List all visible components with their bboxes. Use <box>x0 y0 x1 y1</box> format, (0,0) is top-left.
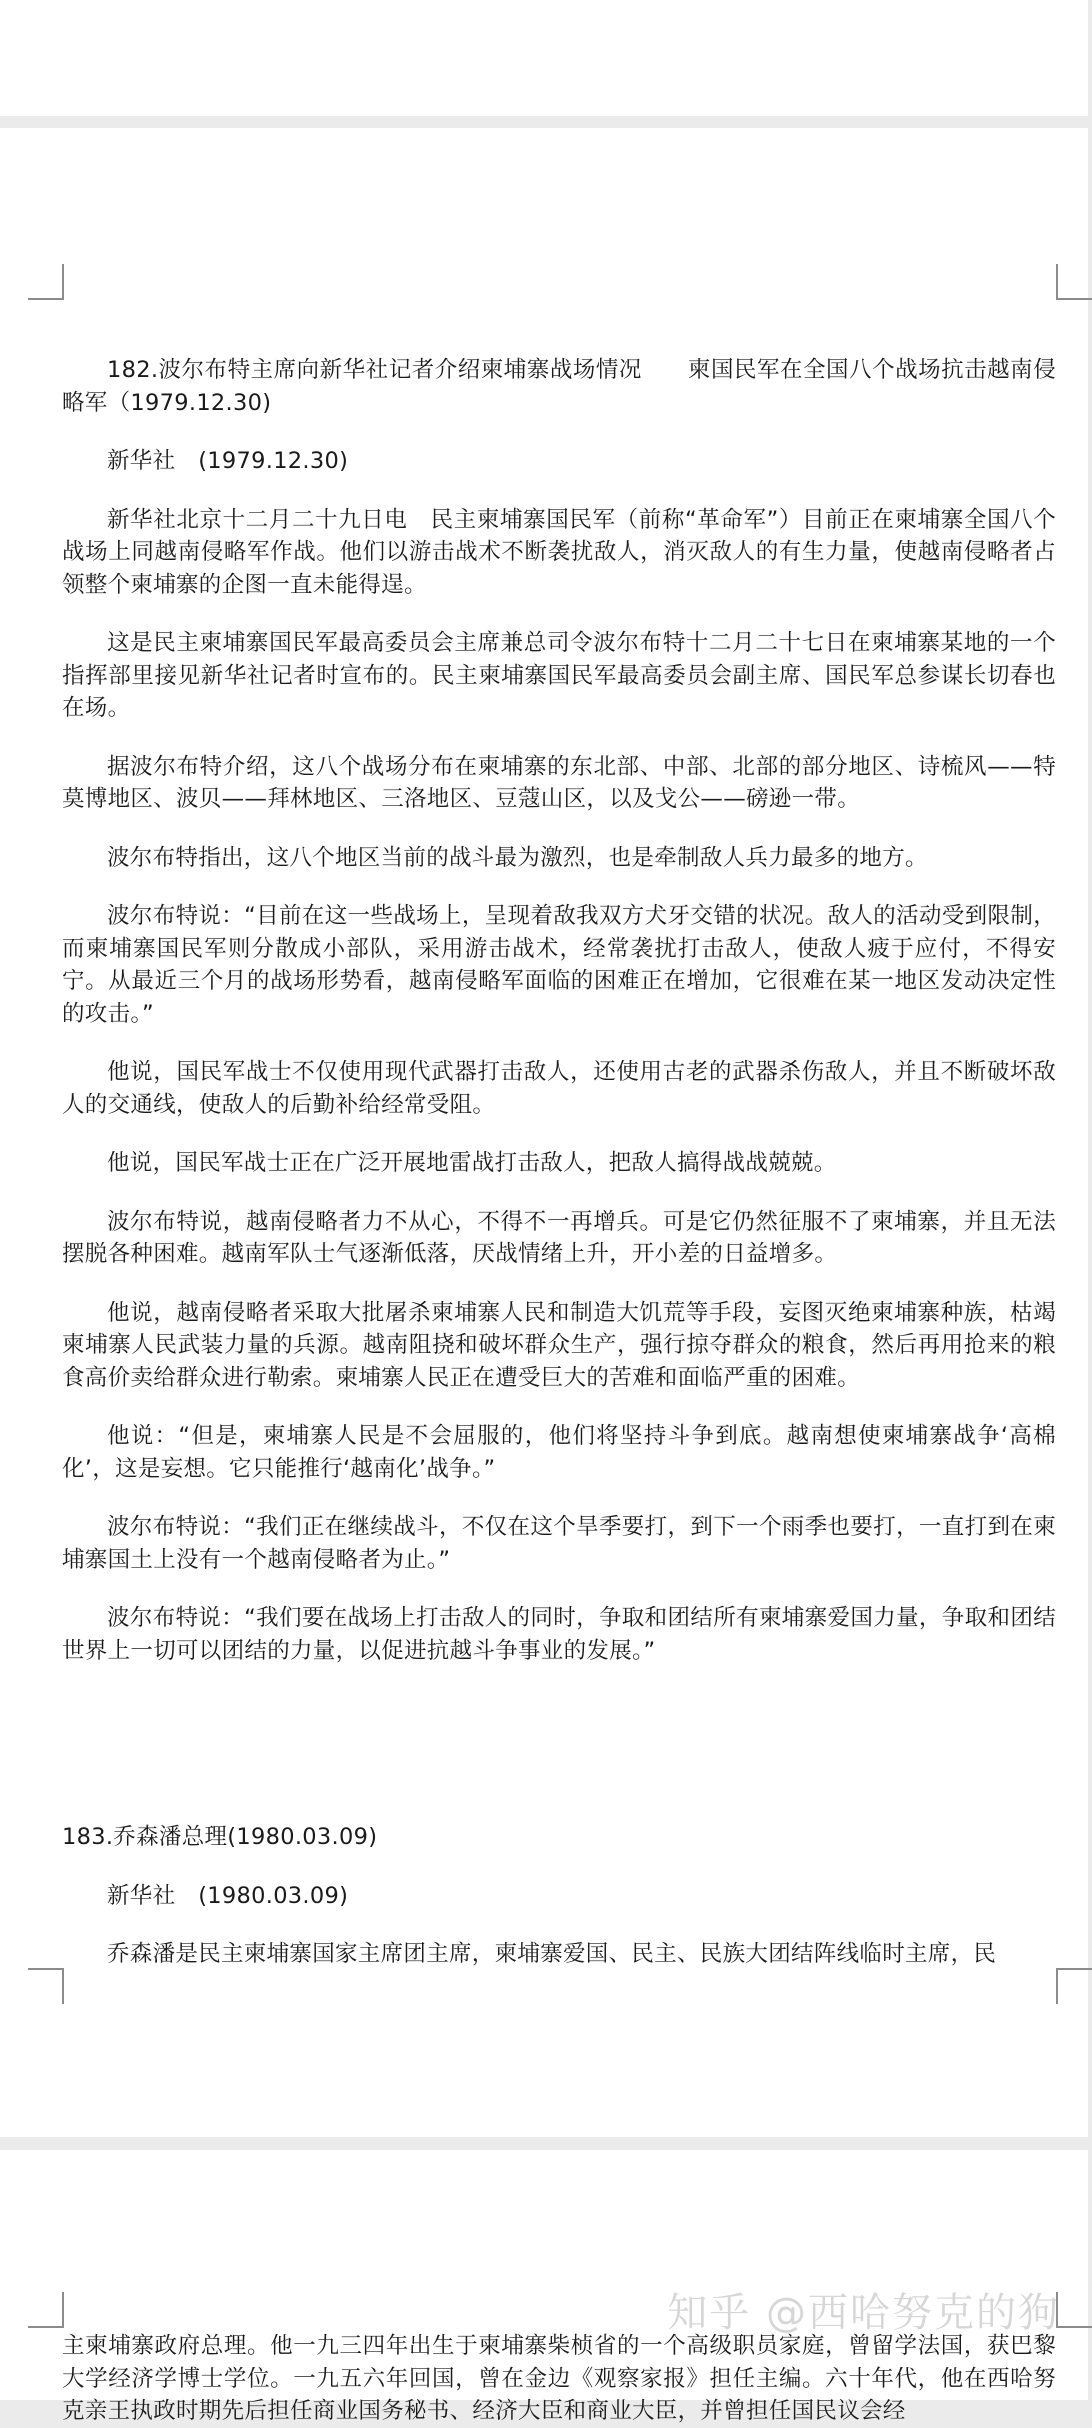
article-182-paragraph: 波尔布特说，越南侵略者力不从心，不得不一再增兵。可是它仍然征服不了柬埔寨，并且无法摆脱各种困难。越南军队士气逐渐低落，厌战情绪上升，开小差的日益增多。 <box>62 1208 1056 1267</box>
article-182-paragraph: 他说，国民军战士不仅使用现代武器打击敌人，还使用古老的武器杀伤敌人，并且不断破坏敌人的交通线，使敌人的后勤补给经常受阻。 <box>62 1059 1056 1118</box>
page-text <box>62 354 1056 1997</box>
margin-corner-bottom-right <box>1056 1968 1092 2004</box>
article-182-paragraph: 波尔布特说：“我们要在战场上打击敌人的同时，争取和团结所有柬埔寨爱国力量，争取和团结世界上一切可以团结的力量，以促进抗越斗争事业的发展。” <box>62 1605 1056 1664</box>
margin-corner-top-left <box>28 264 64 300</box>
previous-page-bottom <box>0 0 1088 116</box>
article-182-paragraph: 波尔布特说：“我们正在继续战斗，不仅在这个旱季要打，到下一个雨季也要打，一直打到在柬埔寨国土上没有一个越南侵略者为止。” <box>62 1514 1056 1573</box>
article-182-paragraph: 据波尔布特介绍，这八个战场分布在柬埔寨的东北部、中部、北部的部分地区、诗梳风——特莫博地区、波贝——拜林地区、三洛地区、豆蔻山区，以及戈公——磅逊一带。 <box>62 753 1056 812</box>
article-182-paragraph: 他说，越南侵略者采取大批屠杀柬埔寨人民和制造大饥荒等手段，妄图灭绝柬埔寨种族，枯竭柬埔寨人民武装力量的兵源。越南阻挠和破坏群众生产，强行掠夺群众的粮食，然后再用抢来的粮食高价卖给群众进行勒索。柬埔寨人民正在遭受巨大的苦难和面临严重的困难。 <box>62 1299 1056 1391</box>
article-183-title: 183.乔森潘总理(1980.03.09) <box>62 1824 378 1850</box>
article-182-paragraph: 他说，国民军战士正在广泛开展地雷战打击敌人，把敌人搞得战战兢兢。 <box>107 1150 837 1176</box>
margin-corner-top-right <box>1056 264 1092 300</box>
margin-corner-top-right <box>1056 2292 1092 2328</box>
document-page-next <box>0 2150 1088 2424</box>
article-182-source: 新华社 (1979.12.30) <box>107 448 349 474</box>
article-183-paragraph-continued: 主柬埔寨政府总理。他一九三四年出生于柬埔寨柴桢省的一个高级职员家庭，曾留学法国，获巴黎大学经济学博士学位。一九五六年回国，曾在金边《观察家报》担任主编。六十年代，他在西哈努克亲王执政时期先后担任商业国务秘书、经济大臣和商业大臣，并曾担任国民议会经 <box>62 2333 1056 2424</box>
margin-corner-bottom-left <box>28 1968 64 2004</box>
article-182-title: 182.波尔布特主席向新华社记者介绍柬埔寨战场情况 柬国民军在全国八个战场抗击越南侵略军（1979.12.30) <box>62 357 1056 416</box>
article-182-paragraph: 波尔布特说：“目前在这一些战场上，呈现着敌我双方犬牙交错的状况。敌人的活动受到限制，而柬埔寨国民军则分散成小部队，采用游击战术，经常袭扰打击敌人，使敌人疲于应付，不得安宁。从最近三个月的战场形势看，越南侵略军面临的困难正在增加，它很难在某一地区发动决定性的攻击。” <box>62 903 1056 1027</box>
watermark: 知乎 @西哈努克的狗 <box>667 2290 1060 2336</box>
article-183-source: 新华社 (1980.03.09) <box>107 1882 349 1909</box>
article-182-paragraph: 波尔布特指出，这八个地区当前的战斗最为激烈，也是牵制敌人兵力最多的地方。 <box>107 844 928 871</box>
section-spacer <box>62 1693 1056 1821</box>
article-183-paragraph: 乔森潘是民主柬埔寨国家主席团主席，柬埔寨爱国、民主、民族大团结阵线临时主席，民 <box>107 1941 997 1967</box>
document-page <box>0 128 1088 2137</box>
article-182-paragraph: 这是民主柬埔寨国民军最高委员会主席兼总司令波尔布特十二月二十七日在柬埔寨某地的一个指挥部里接见新华社记者时宣布的。民主柬埔寨国民军最高委员会副主席、国民军总参谋长切春也在场。 <box>62 630 1056 721</box>
margin-corner-top-left <box>28 2292 64 2328</box>
article-182-paragraph: 新华社北京十二月二十九日电 民主柬埔寨国民军（前称“革命军”）目前正在柬埔寨全国八个战场上同越南侵略军作战。他们以游击战术不断袭扰敌人，消灭敌人的有生力量，使越南侵略者占领整个柬埔寨的企图一直未能得逞。 <box>62 506 1056 598</box>
article-182-paragraph: 他说：“但是，柬埔寨人民是不会屈服的，他们将坚持斗争到底。越南想使柬埔寨战争‘高棉化’，这是妄想。它只能推行‘越南化’战争。” <box>62 1423 1056 1482</box>
